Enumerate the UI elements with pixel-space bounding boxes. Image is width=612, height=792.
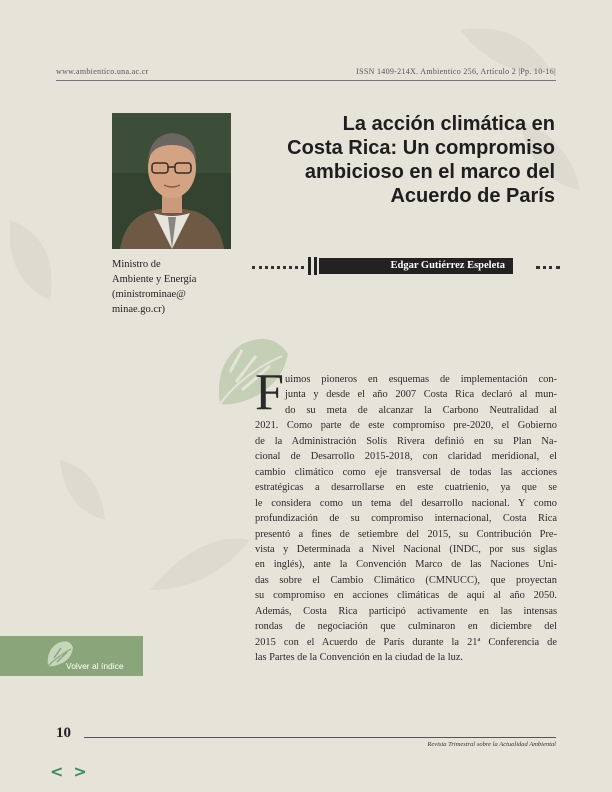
article-body [255,364,557,666]
back-to-index-label[interactable]: Volver al índice [66,661,124,671]
body-line: cambio climático como eje transversal de todas las acciones [255,466,557,478]
body-line: Además, Costa Rica participó activamente en las intensas [255,605,557,617]
background-leaf-decoration [0,200,120,600]
author-affiliation [112,257,237,317]
page-navigation [50,762,93,782]
body-line: profundización de su compromiso internacional, Costa Rica [255,513,557,525]
author-bar [252,257,560,275]
next-page-button[interactable]: > [73,762,87,781]
body-line: vista y Determinada a Nivel Nacional (INDC, por sus siglas [255,543,557,555]
journal-name: Revista Trimestral sobre la Actualidad Ambiental [427,741,556,748]
dotted-divider [252,266,304,269]
affiliation-line[interactable]: (ministrominae@ [112,289,186,300]
drop-cap: F [255,364,284,421]
header-website[interactable]: www.ambientico.una.ac.cr [56,67,149,76]
article-title [250,112,555,208]
body-line: estratégicas a desarrollarse en este cuatrienio, ya que se [255,482,557,494]
dotted-divider [536,266,560,269]
previous-page-button[interactable]: < [50,762,64,781]
body-line: en inglés), ante la Convención Marco de las Naciones Uni- [255,559,557,571]
body-line: uimos pioneros en esquemas de implementación con- [285,374,557,385]
author-name: Edgar Gutiérrez Espeleta [319,258,513,274]
footer-rule [84,737,556,738]
body-line: das sobre el Cambio Climático (CMNUCC), que proyectan [255,574,557,586]
page-number: 10 [56,725,71,741]
body-line: cional de Desarrollo 2015-2018, con claridad meridional, el [255,451,557,463]
body-line: 2021. Como parte de este compromiso pre-2020, el Gobierno [255,420,557,432]
body-line: de la Administración Solís Rivera definió en su Plan Na- [255,435,557,447]
title-line: ambicioso en el marco del [304,161,555,183]
body-line: presentó a fines de setiembre del 2015, su Contribución Pre- [255,528,557,540]
affiliation-line: Ministro de [112,259,161,270]
author-photo [112,113,231,249]
header-citation: ISSN 1409-214X. Ambientico 256, Artículo 2 |Pp. 10-16| [356,67,556,76]
title-line: Acuerdo de París [390,185,555,207]
body-line: rondas de negociación que culminaron en diciembre del [255,621,557,633]
body-line: le considera como un tema del desarrollo nacional. Y como [255,497,557,509]
body-line: su compromiso en acciones climáticas de aquí al año 2050. [255,590,557,602]
body-line: las Partes de la Convención en la ciudad de la luz. [255,652,464,664]
affiliation-line: Ambiente y Energía [112,274,197,285]
affiliation-line[interactable]: minae.go.cr) [112,304,166,315]
title-line: La acción climática en [342,113,555,135]
body-line: do su meta de alcanzar la Carbono Neutralidad al [285,404,557,416]
background-leaf-decoration [140,530,260,610]
title-line: Costa Rica: Un compromiso [287,137,555,159]
body-line: junta y desde el año 2007 Costa Rica declaró al mun- [285,389,557,401]
header-rule [56,80,556,81]
body-line: 2015 con el Acuerdo de París durante la 21ª Conferencia de [255,636,557,648]
